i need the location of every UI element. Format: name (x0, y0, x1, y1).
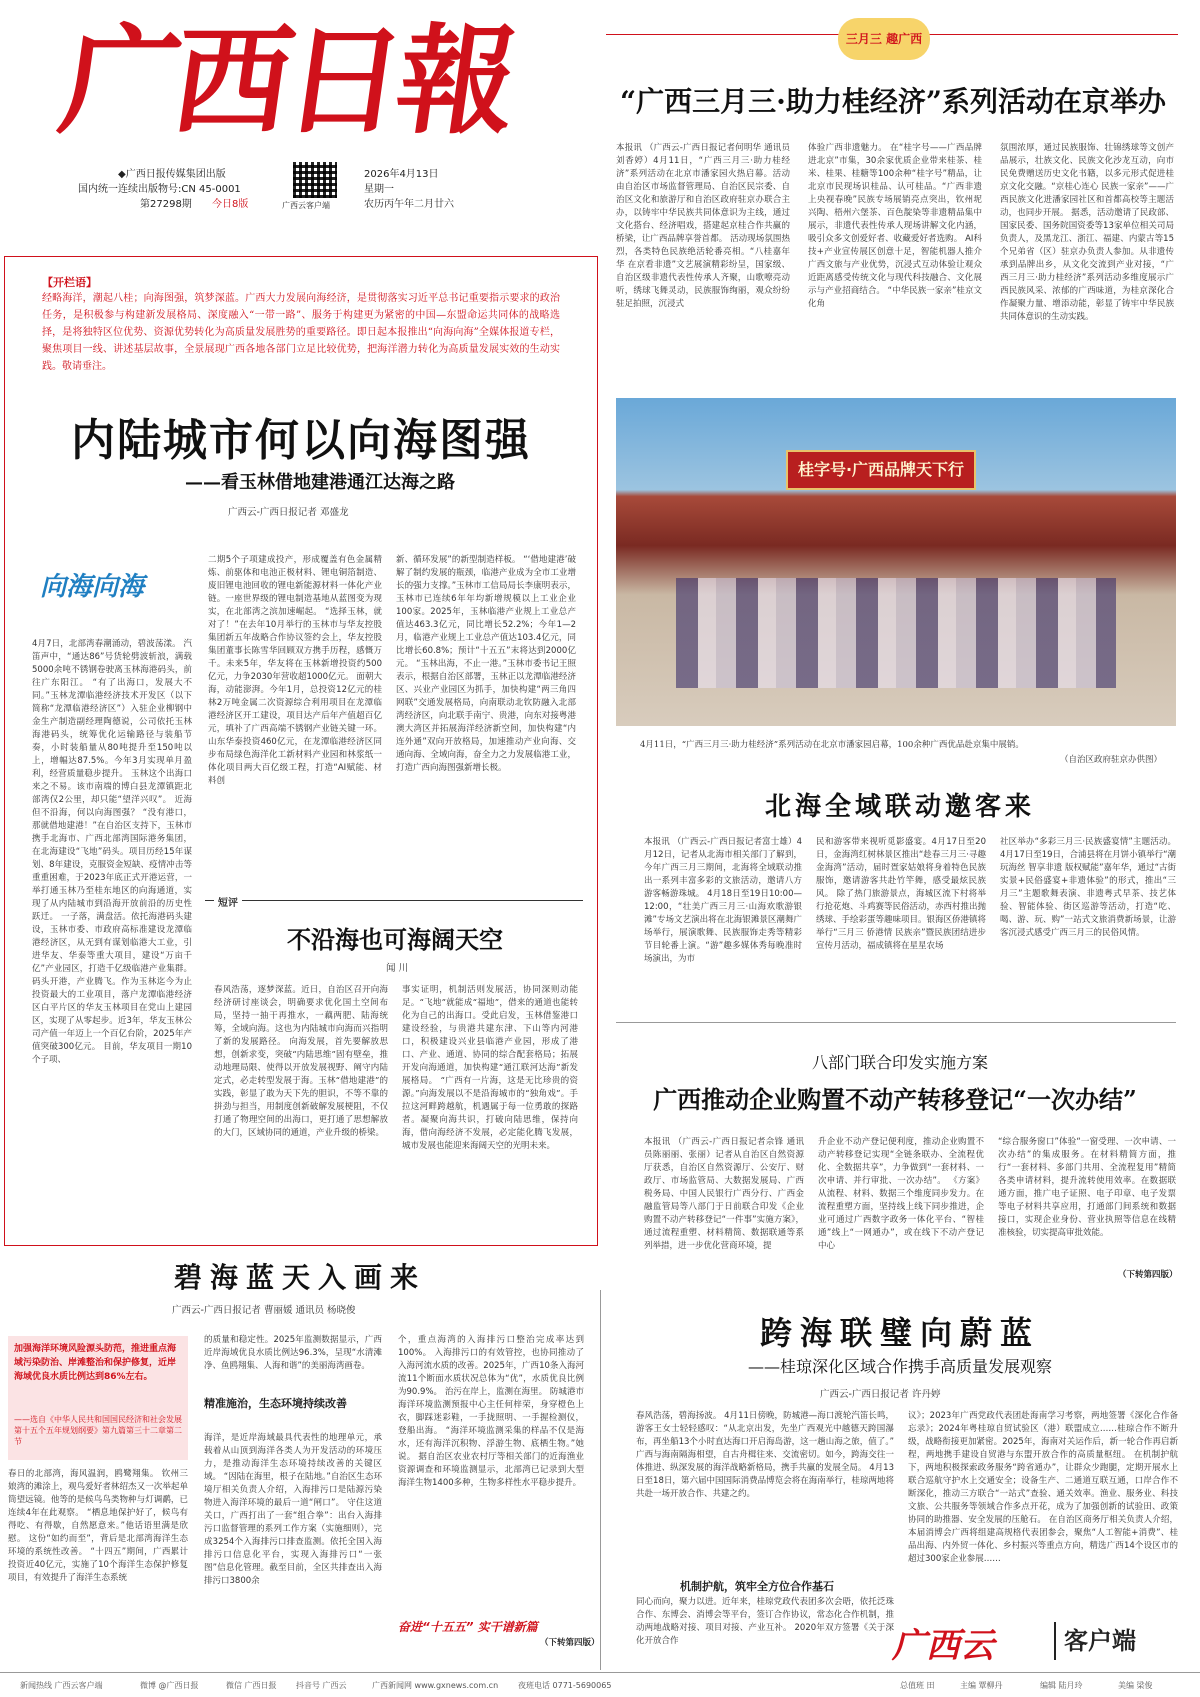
weekday: 星期一 (364, 184, 394, 195)
section-divider (616, 1022, 1176, 1023)
lunar-date: 农历丙午年二月廿六 (364, 199, 454, 210)
beihai-col2: 民和游客带来视听觅影盛宴。4月17日至20日，金海湾红树林景区推出“趁春三月三·寻趣金海湾”活动，届时疍家姑娘将身着特色民族服饰，邀请游客共赴竹竿舞，感受最炫民族风。 除了热门旅游景点，海城区流下村将举行抢花炮、斗鸡赛等民俗活动，赤西村推出抛绣球、手绘彩蛋等趣味项目。银海区侨港镇将举行“三月三 侨港情 民族亲”暨民族团结进步宣传月活动，福成镇将在星星农场 (816, 837, 986, 951)
sea-subhead2: 精准施治，生态环境持续改善 (204, 1397, 347, 1410)
lead-col3: 新、循环发展”的新型制造样板。 “‘借地建港’破解了制约发展的瓶颈，临港产业成为全市工业增长的强力支撑。”玉林市工信局局长李康明表示，玉林市已连续6年年均新增规模以上工业企业100家。2025年，玉林临港产业规上工业总产值达463.3亿元，同比增长52.2%；今年1—2月，临港产业规上工业总产值达103.4亿元，同比增长60.8%；预计“十五五”末将达到2000亿元。 “玉林出海，不止一港。”玉林市委书记王照表示，根据自治区部署，玉林正以龙潭临港经济区、兴业产业园区为抓手，加快构建“两三角四网联”交通发展格局，向南联动北钦防融入北部湾经济区，向北联手南宁、贵港，向东对接粤港澳大湾区并拓展海洋经济新空间，加快构建“内连外通”双向开放格局，加速推动产业向海、交通向海、全域向海，奋全力之力发展临港工业，打造广西向海图强新增长极。 (396, 555, 576, 773)
sea-byline: 广西云-广西日报记者 曹丽媛 通讯员 杨晓俊 (172, 1305, 356, 1316)
photo-caption: 4月11日，“广西三月三·助力桂经济”系列活动在北京市潘家园启幕，100余种广西优品赴京集中展销。 (640, 740, 1024, 750)
lead-subhead: ——看玉林借地建港通江达海之路 (185, 472, 455, 493)
cross-byline: 广西云-广西日报记者 许丹婷 (820, 1389, 941, 1400)
commentary-author: 闻 川 (386, 963, 409, 974)
commentary-col1: 春风浩荡，逐梦深蓝。近日，自治区召开向海经济研讨座谈会，明确要求优化国土空间布局，坚持一抽干再推水，一藕两肥、陆海统筹，全域向海。这也为内陆城市向海而兴指明了新的发展路径。 向海发展，首先要解放思想，创新求变，突破“内陆思维”固有壁垒，推动地理局限、使得以开放发展视野、阐守内陆定式，必走转型发展于海。玉林“借地建港”的实践，彰显了敢为天下先的胆识，不等不靠的拼劲与担当，用制度创新破解发展梗阻，不仅打通了物理空间的出海口，更打通了思想解放的大门，区域协同的通道，产业升级的桥梁。 (214, 985, 388, 1138)
property-kicker: 八部门联合印发实施方案 (811, 1053, 988, 1072)
lead-tag: 【开栏语】 (42, 276, 97, 289)
publisher: ◆广西日报传媒集团出版 (118, 169, 226, 180)
headline-beihai[interactable]: 北海全域联动邀客来 (764, 792, 1035, 822)
series-banner: 奋进“十五五” 实干谱新篇 (398, 1620, 538, 1634)
sea-col2b: 海洋，是近岸海域最具代表性的地理单元，承载着从山顶到海洋各类人为开发活动的环境压力，是推动海洋生态环境持续改善的关键区域。 “因陆在海里，根子在陆地。”自治区生态环境厅相关负责人介绍，入海排污口是陆源污染物进入海洋环境的最后一道“闸口”。 守住这道关口，广西打出了一套“组合拳”：出台入海排污口监督管理的系列工作方案（实施细则），完成3254个入海排污口排查监测。依托全国入海排污口信息化平台，实现入海排污口“一张图”信息化管理。截至目前，全区共排查出入海排污口3800余 (204, 1433, 382, 1586)
app-label[interactable]: 客户端 (1054, 1622, 1180, 1660)
qr-code-icon[interactable] (293, 162, 337, 198)
qr-label: 广西云客户端 (282, 201, 330, 210)
sea-continued: （下转第四版） (540, 1638, 600, 1648)
headline-lead[interactable]: 内陆城市何以向海图强 (71, 415, 531, 466)
footer-hotline: 新闻热线 广西云客户端 (20, 1681, 103, 1690)
property-col1: 本报讯 （广西云-广西日报记者佘锋 通讯员陈丽丽、张丽）记者从自治区自然资源厅获悉，自治区自然资源厅、公安厅、财政厅、市场监管局、大数据发展局、广西税务局、中国人民银行广西分行、广西金融监管局等八部门于日前联合印发《企业购置不动产转移登记“一件事”实施方案》，通过流程重塑、材料精简、数据联通等系列举措，进一步优化营商环境，提 (644, 1137, 804, 1251)
cross-subhead2: 机制护航，筑牢全方位合作基石 (680, 1580, 834, 1593)
cross-col1: 春风浩荡，碧海扬波。 4月11日傍晚，防城港—海口渡轮汽笛长鸣，游客王女士轻轻感叹：“从北京出发，先坐广西观光中越德天跨国瀑布，再坐船13个小时直达海口开启海岛游，这一趟山海之旅，值了。” 广西与海南隔海相望，自古舟楫往来、交流密切。如今，跨海交往一体推进、纵深发展的海洋战略新格局，携手共赢的发展全局。 4月13日至18日，第六届中国国际消费品博览会将在海南举行，桂琼两地将共赴一场开放合作、共建之约。 (636, 1411, 894, 1499)
sanyuesan-col3: 氛围浓厚，通过民族服饰、壮锦绣球等文创产品展示，壮族文化、民族文化沙龙互动，向市民免费赠送历史文化书籍，以多元形式促进桂京文化交融。“京桂心连心 民族一家亲”——广西民族文化进潘家园社区和首都高校等主题活动，也同步开展。 据悉，活动邀请了民政部、国家民委、国务院国资委等13家单位相关司局负责人，及黑龙江、浙江、福建、内蒙古等15个兄弟省（区）驻京办负责人参加。从非遗传承到品牌出乡，从文化交流到产业对接，“广西三月三·助力桂经济”系列活动多维度展示广西民族风采、浓郁的广西味道，为桂京深化合作凝聚力量、增添动能，彰显了铸牢中华民族共同体意识的生动实践。 (1000, 143, 1174, 322)
cn-number: 国内统一连续出版物号:CN 45-0001 (78, 184, 241, 195)
lead-intro: 经略海洋，潮起八桂；向海图强，筑梦深蓝。广西大力发展向海经济，是贯彻落实习近平总书记重要指示要求的政治任务，是积极参与构建新发展格局、深度融入“一带一路”、服务于构建更为紧密的中国—东盟命运共同体的战略选择，是将独特区位优势、资源优势转化为高质量发展胜势的重要路径。即日起本报推出“向海向海”全媒体报道专栏，聚焦项目一线、讲述基层故事，全景展现广西各地各部门立足比较优势，把海洋潜力转化为高质量发展实效的生动实践。敬请垂注。 (42, 293, 560, 372)
cross-col1b: 同心而向，聚力以进。近年来，桂琼党政代表团多次会晤，依托泛珠合作、东博会、消博会等平台，签订合作协议，常态化合作机制，推动两地战略对接、项目对接、产业互补。 2020年双方签署《关于深化开放合作 (636, 1597, 894, 1646)
pull-quote-box (8, 1336, 188, 1460)
pull-quote: 加强海洋环境风险源头防范，推进重点海域污染防治、岸滩整治和保护修复，近岸海域优良水质比例达到86%左右。 (14, 1344, 177, 1382)
pull-source: ——选自《中华人民共和国国民经济和社会发展第十五个五年规划纲要》第九篇第三十二章第二节 (14, 1415, 182, 1446)
performers-figure (676, 578, 1116, 688)
headline-sea[interactable]: 碧海蓝天入画来 (173, 1261, 426, 1294)
issue-date: 2026年4月13日 (364, 169, 439, 180)
sanyuesan-col1: 本报讯 （广西云-广西日报记者何明华 通讯员刘香婷）4月11日，“广西三月三·助力桂经济”系列活动在北京市潘家园火热启幕。活动由自治区市场监督管理局、自治区民宗委、自治区文化和旅游厅和自治区政府驻京办联合主办，以铸牢中华民族共同体意识为主线，通过文化搭台、经济唱戏，搭建起京桂合作共赢的桥梁，让广西品牌享誉首都。 活动现场氛围热烈，各类特色民族绝活轮番亮相。“八桂嘉年华 在京看非遗”文艺展演精彩纷呈，国家级、自治区级非遗代表性传承人齐聚，山歌嘹亮动听，绣球飞舞灵动，民族服饰绚丽，观众纷纷驻足拍照，沉浸式 (616, 143, 790, 309)
beihai-col1: 本报讯 （广西云-广西日报记者富士雄）4月12日，记者从北海市相关部门了解到，今年广西三月三期间，北海将全域联动推出一系列丰富多彩的文旅活动，邀请八方游客畅游珠城。 4月18日至19日10:00—12:00，“壮美广西三月三·山海欢歌游银滩”专场文艺演出将在北海银滩景区潮舞广场举行，展演歌舞、民族服饰走秀等精彩节目轮番上演。“游”趣多媒体秀每晚准时场演出，为市 (644, 837, 802, 964)
lead-byline: 广西云-广西日报记者 邓盛龙 (228, 507, 349, 518)
commentary-tag: 短评 (214, 894, 242, 909)
footer-duty: 总值班 田 (900, 1681, 935, 1690)
lead-col2: 二期5个子项建成投产，形成覆盖有色金属精炼、前驱体和电池正极材料、锂电铜箔制造、废旧锂电池回收的锂电新能源材料一体化产业链。一座世界级的锂电制造基地从蓝图变为现实，在北部湾之滨加速崛起。 “选择玉林，就对了！”在去年10月举行的玉林市与华友控股集团新五年战略合作协议签约会上，华友控股集团董事长陈雪华回顾双方携手历程，感慨万千。未来5年，华友将在玉林新增投资约500亿元，力争2030年营收超1000亿元。 面朝大海，动能澎湃。今年1月，总投资12亿元的桂林2万吨金属二次资源综合利用项目在龙潭临港经济区开工建设，项目达产后年产值超百亿元，填补了广西高端不锈钢产业链关键一环。 山东华泰投资460亿元，在龙潭临港经济区同步布局绿色海洋化工新材料产业园和林浆纸一体化项目两大百亿级工程，打造“AI赋能、材料创 (208, 555, 382, 786)
sea-col1: 春日的北部湾，海风温润，鸥鹭翔集。 钦州三娘湾的滩涂上，观鸟爱好者林绍杰又一次举起单筒望远镜。他等的是候鸟鸟类物种与灯调鹬，已连续4年在此观察。 “栖息地保护好了，候鸟有得吃、有得歇，自然愿意来。”他话语里满是欣慰。 这份“如约而至”，背后是北部湾海洋生态环境的系统性改善。 “十四五”期间，广西累计投资近40亿元，实施了10个海洋生态保护修复项目，有效提升了海洋生态系统 (8, 1469, 188, 1583)
cross-col2: 议》；2023年广西党政代表团赴海南学习考察，两地签署《深化合作备忘录》；2024年粤桂琼自贸试验区（港）联盟成立……桂琼合作不断升级，战略衔接更加紧密。2025年，海南对关运作后，新一轮合作再启新程，两地携手建设自贸港与东盟开放合作的高质量枢纽。 在机制护航下，两地积极探索政务服务“跨省通办”，让群众少跑腿，定期开展水上联合巡航守护水上交通安全；设备生产、二通道互联互通，口岸合作不断深化，推动三方联合“一站式”查验、通关效率。渔业、服务业、科技文旅、公共服务等领域合作多点开花，成为了加强创新的试验田、政策协同的助推器、安全发展的压舱石。 在自治区商务厅相关负责人介绍，本届消博会广西将组建高规格代表团参会，聚焦“人工智能+消费”、桂品出海、内外贸一体化、乡村振兴等重点方向，精选广西14个设区市的超过300家企业参展…… (908, 1411, 1178, 1564)
footer-wechat: 微信 广西日报 (226, 1681, 277, 1690)
pages-today: 今日8版 (212, 199, 249, 210)
property-col3: “综合服务窗口”体验“一窗受理、一次申请、一次办结”的集成服务。在材料精简方面，推行“一套材料、多部门共用、全流程复用”精简各类申请材料，提升流转使用效率。在数据联通方面，推广电子证照、电子印章、电子发票等电子材料共享应用，打通部门间系统和数据接口，实现企业身份、营业执照等信息在线精准核验，切实提高审批效能。 (998, 1137, 1176, 1238)
sea-col3: 个，重点海湾的入海排污口整治完成率达到100%。 入海排污口的有效管控，也协同推动了入海河流水质的改善。2025年，广西10条入海河流11个断面水质状况总体为“优”，水质优良比例为90.9%。 治污在岸上，监测在海里。 防城港市海洋环境监测预报中心主任何梓荣，身穿橙色上衣，脚踩迷彩鞋，一手拢照明、一手握检测仪，登船出海。 “海洋环境监测采集的样品不仅是海水，还有海洋沉积物、浮游生物、底栖生物。”她说。 据自治区农业农村厅等相关部门的近海渔业资源调查和环境监测显示，北部湾已记录到大型海洋生物1400多种，生物多样性水平稳步提升。 (398, 1335, 584, 1488)
beihai-col3: 社区举办“多彩三月三·民族盛宴情”主题活动。 4月17日至19日，合浦县将在月饼小镇举行“潮玩海丝 智享非遗 版权赋能”嘉年华，通过“古街实景+民俗盛宴+非遗体验”的形式，推出“三月三”主题歌舞表演、非遗粤式早茶、技艺体验、智能体验、街区巡游等活动，打造“吃、喝、游、玩、购”一站式文旅消费新场景，让游客沉浸式感受广西三月三的民俗风情。 (1000, 837, 1176, 938)
headline-commentary[interactable]: 不沿海也可海阔天空 (287, 925, 503, 954)
headline-cross[interactable]: 跨海联璧向蔚蓝 (759, 1314, 1040, 1352)
footer-editor: 编辑 陆月玲 (1040, 1681, 1083, 1690)
footer-website[interactable]: 广西新闻网 www.gxnews.com.cn (372, 1681, 499, 1690)
column-divider (600, 1290, 601, 1670)
sanyuesan-badge: 三月三 趣广西 (838, 18, 930, 60)
app-logo[interactable]: 广西云 (892, 1626, 994, 1666)
photo-banner-sign: 桂字号·广西品牌天下行 (786, 450, 976, 490)
headline-sanyuesan[interactable]: “广西三月三·助力桂经济”系列活动在京举办 (620, 85, 1166, 118)
commentary-rule (205, 900, 583, 901)
footer-chief-editor: 主编 覃柳丹 (960, 1681, 1003, 1690)
property-col2: 升企业不动产登记便利度，推动企业购置不动产转移登记实现“全链条联办、全流程优化、全数据共享”，力争做到“一套材料、一次申请、并行审批、一次办结”。 《方案》从流程、材料、数据三个维度同步发力。在流程重塑方面，坚持线上线下同步推进，企业可通过广西数字政务一体化平台、“智桂通”线上“一网通办”，或在线下不动产登记中心 (818, 1137, 984, 1251)
property-continued: （下转第四版） (1118, 1270, 1178, 1280)
footer-night-phone: 夜班电话 0771-5690065 (518, 1681, 612, 1690)
masthead-title: 广西日報 (52, 11, 520, 150)
footer-douyin: 抖音号 广西云 (296, 1681, 347, 1690)
lead-col1: 4月7日，北部湾春潮涌动，碧波荡漾。 汽笛声中，“通达86”号货轮劈波斩浪，满载5000余吨不锈钢卷驶离玉林海港码头，前往广东阳江。 “有了出海口，发展大不同。”玉林龙潭临港经济技术开发区（以下简称“龙潭临港经济区”）入驻企业柳钢中金生产制造副经理陶德说，公司依托玉林海港码头，统筹优化运输路径与装船节奏，小时装船量从80吨提升至150吨以上，增幅达87.5%。今年3月实现单月盈利，经营质量稳步提升。 玉林这个出海口来之不易。该市南端的博白县龙潭镇距北部湾仅2公里，却只能“望洋兴叹”。 近海但不沿海，何以向海图强？ “没有港口，那就借地建港！”在自治区支持下，玉林市携手北海市、广西北部湾国际港务集团，在北海建设“飞地”码头。项目历经15年谋划、8年建设，克服资金短缺、疫情冲击等重重困难，于2023年底正式开港运营，一举打通玉林乃至桂东地区的向海通道，实现了从内陆城市到沿海开放前沿的历史性跃迁。 一子落，满盘活。依托海港码头建设，玉林市委、市政府高标准建设龙潭临港经济区，从无到有谋划临港大工业，引进华友、华泰等重大项目，建设“万亩千亿”产业园区，打造千亿级临港产业集群。 码头开港，产业腾飞。作为玉林迄今为止投资最大的工业项目，落户龙潭临港经济区白平片区的华友玉林项目在党山上建园区，实现了从零起步。近3年，华友玉林公司产值一年迈上一个百亿台阶，2025年产值突破300亿元。 目前，华友项目一期10个子项、 (32, 639, 192, 1065)
headline-property[interactable]: 广西推动企业购置不动产转移登记“一次办结” (653, 1085, 1137, 1114)
photo-credit: （自治区政府驻京办供图） (1060, 755, 1163, 765)
cross-subhead: ——桂琼深化区域合作携手高质量发展观察 (747, 1357, 1052, 1376)
sanyuesan-col2: 体验广西非遗魅力。 在“桂字号——广西品牌进北京”市集，30余家优质企业带来桂茶、桂米、桂果、桂糖等100余种“桂字号”精品，让北京市民现场识桂品、认可桂品。“广西非遗上央视春晚”民族专场展销亮点突出，钦州坭兴陶、梧州六堡茶、百色靛染等非遗精品集中展示，非遗代表性传承人现场讲解文化内涵，吸引众多文创爱好者、收藏爱好者选购。 AI科技+产业宣传展区创意十足，智能机器人推介广西文旅与产业优势，沉浸式互动体验让观众近距离感受传统文化与现代科技融合、文化展示与产业招商结合。 “中华民族一家亲”桂京文化角 (808, 143, 982, 309)
issue-number: 第27298期 (140, 199, 192, 210)
footer-rule (0, 1672, 1200, 1673)
xianghai-logo: 向海向海 (40, 572, 145, 602)
footer-designer: 美编 梁俊 (1118, 1681, 1153, 1690)
footer-weibo: 微博 @广西日报 (140, 1681, 199, 1690)
commentary-col2: 事实证明，机制活则发展活，协同深则动能足。“飞地”就能成“福地”，借来的通道也能转化为自己的出海口。受此启发，玉林借鉴港口建设经验，与贵港共建东津、下山等内河港口，积极建设兴业县临港产业园，形成了港口、产业、通道、协同的综合配套格局；拓展开发向海通道，加快构建“通江联河达海”新发展格局。 “广西有一片海，这是无比珍贵的资源。”向海发展以不是沿海城市的“独角戏”。手拉这河畔跨越航，机遇属于每一位勇敢的探路者。凝聚向海共识，打破向陆思维，保持向海，借向海经济不发展，必定能化腾飞发展，城市发展也能迎来海阔天空的光明未来。 (402, 985, 578, 1151)
sea-col2: 的质量和稳定性。2025年监测数据显示，广西近岸海域优良水质比例达96.3%，呈现“水清滩净、鱼鸥翔集、人海和谐”的美丽海湾画卷。 (204, 1335, 382, 1371)
event-photo[interactable] (616, 398, 1176, 726)
